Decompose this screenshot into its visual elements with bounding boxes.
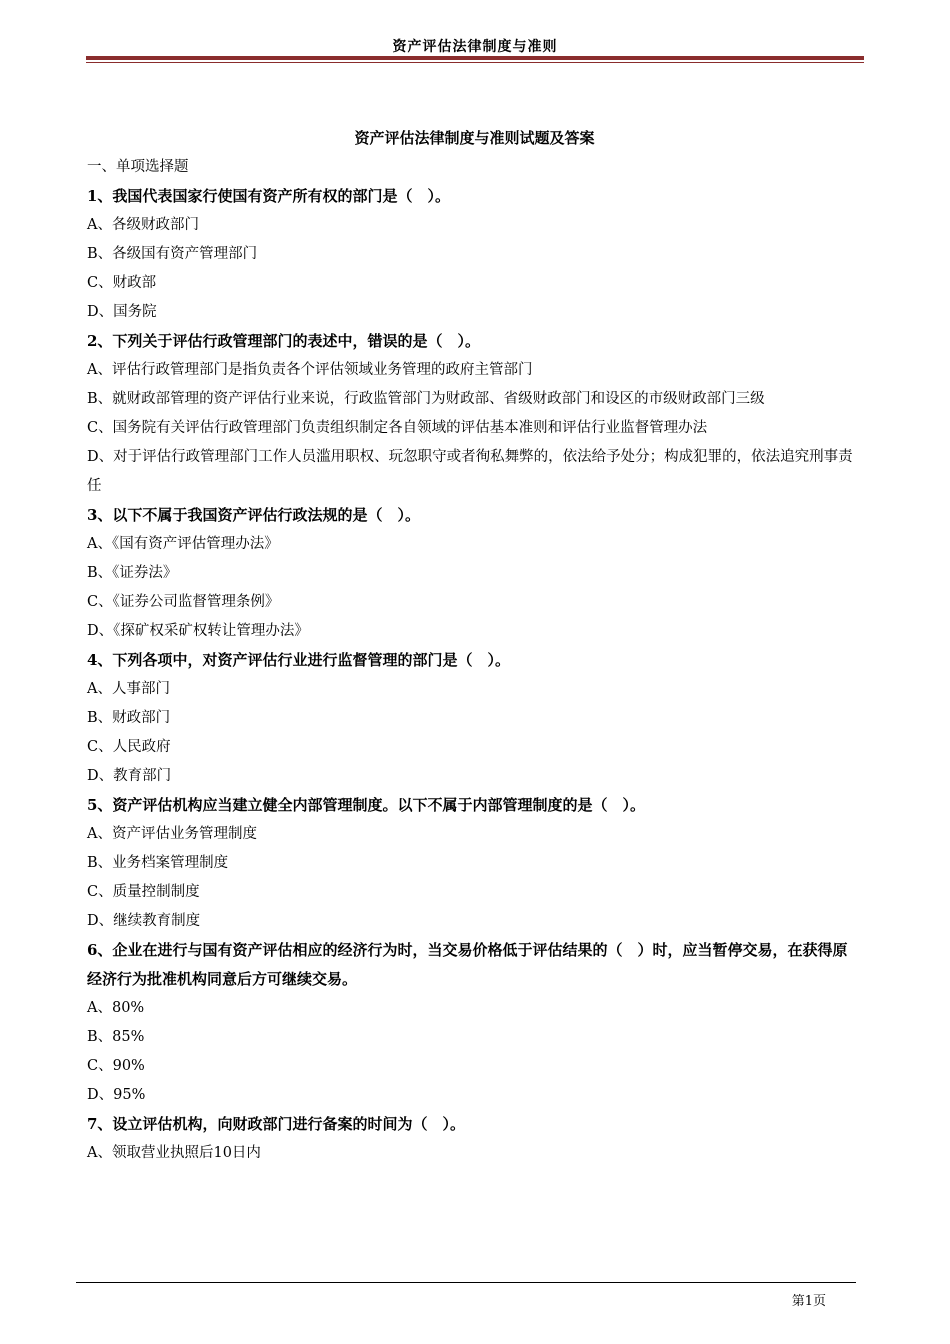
question-7 xyxy=(87,1110,862,1168)
question-stem: 4、下列各项中，对资产评估行业进行监督管理的部门是（ ）。 xyxy=(87,651,510,669)
question-2 xyxy=(87,327,862,501)
option-d: D、对于评估行政管理部门工作人员滥用职权、玩忽职守或者徇私舞弊的，依法给予处分；构成犯罪的，依法追究刑事责任 xyxy=(87,449,853,494)
option-c: C、《证券公司监督管理条例》 xyxy=(87,594,280,610)
option-a: A、资产评估业务管理制度 xyxy=(87,826,257,842)
option-a: A、各级财政部门 xyxy=(87,217,199,233)
document-title: 资产评估法律制度与准则试题及答案 xyxy=(354,129,595,147)
option-b: B、各级国有资产管理部门 xyxy=(87,246,258,262)
header-title: 资产评估法律制度与准则 xyxy=(392,39,558,55)
question-stem: 2、下列关于评估行政管理部门的表述中，错误的是（ ）。 xyxy=(87,332,480,350)
option-a: A、领取营业执照后10日内 xyxy=(87,1145,261,1161)
option-d: D、95% xyxy=(87,1087,146,1103)
option-c: C、国务院有关评估行政管理部门负责组织制定各自领域的评估基本准则和评估行业监督管理办法 xyxy=(87,420,708,436)
option-a: A、80% xyxy=(87,1000,145,1016)
option-a: A、《国有资产评估管理办法》 xyxy=(87,536,279,552)
question-5 xyxy=(87,791,862,936)
option-d: D、教育部门 xyxy=(87,768,172,784)
header-rule-thin xyxy=(86,62,864,63)
option-c: C、90% xyxy=(87,1058,145,1074)
question-stem: 5、资产评估机构应当建立健全内部管理制度。以下不属于内部管理制度的是（ ）。 xyxy=(87,796,645,814)
question-3 xyxy=(87,501,862,646)
option-a: A、人事部门 xyxy=(87,681,170,697)
section-heading: 一、单项选择题 xyxy=(87,159,189,175)
question-stem: 1、我国代表国家行使国有资产所有权的部门是（ ）。 xyxy=(87,187,450,205)
question-1 xyxy=(87,182,862,327)
page-number: 第1页 xyxy=(791,1294,826,1309)
option-b: B、就财政部管理的资产评估行业来说，行政监管部门为财政部、省级财政部门和设区的市级财政部门三级 xyxy=(87,391,765,407)
option-b: B、业务档案管理制度 xyxy=(87,855,229,871)
question-6 xyxy=(87,936,862,1110)
document-body xyxy=(87,124,862,1168)
option-b: B、《证券法》 xyxy=(87,565,178,581)
option-b: B、财政部门 xyxy=(87,710,171,726)
option-c: C、人民政府 xyxy=(87,739,171,755)
question-4 xyxy=(87,646,862,791)
header-rule xyxy=(86,56,864,60)
footer-rule xyxy=(76,1282,856,1283)
question-stem: 6、企业在进行与国有资产评估相应的经济行为时，当交易价格低于评估结果的（ ）时，应当暂停交易，在获得原经济行为批准机构同意后方可继续交易。 xyxy=(87,941,848,988)
option-d: D、继续教育制度 xyxy=(87,913,201,929)
option-a: A、评估行政管理部门是指负责各个评估领域业务管理的政府主管部门 xyxy=(87,362,533,378)
option-c: C、质量控制制度 xyxy=(87,884,200,900)
option-d: D、《探矿权采矿权转让管理办法》 xyxy=(87,623,309,639)
question-stem: 3、以下不属于我国资产评估行政法规的是（ ）。 xyxy=(87,506,420,524)
question-stem: 7、设立评估机构，向财政部门进行备案的时间为（ ）。 xyxy=(87,1115,465,1133)
option-b: B、85% xyxy=(87,1029,145,1045)
option-d: D、国务院 xyxy=(87,304,157,320)
option-c: C、财政部 xyxy=(87,275,157,291)
